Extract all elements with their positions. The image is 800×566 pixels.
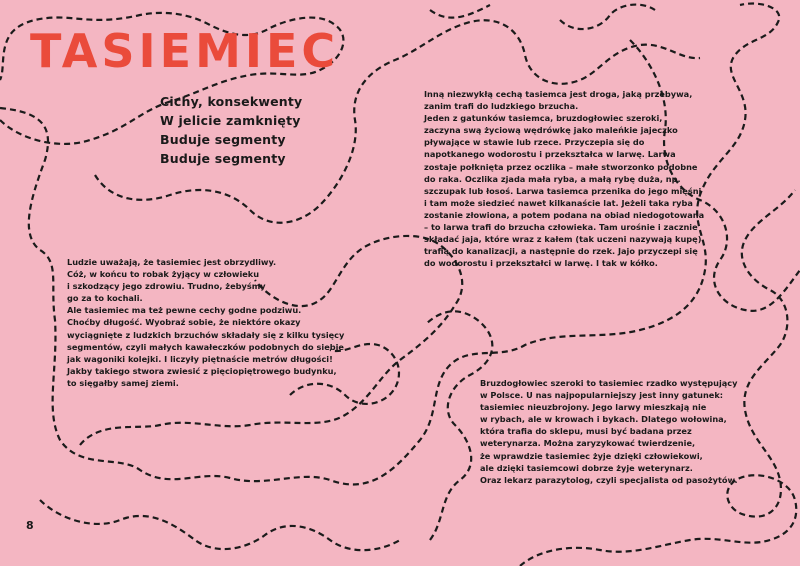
text-line: Choćby długość. Wyobraź sobie, że niektóre okazy [67,317,301,328]
text-line: napotkanego wodorostu i przekształca w larwę. Larwa [424,149,676,160]
left-paragraph [67,256,344,389]
text-line: składać jaja, które wraz z kałem (tak uczeni nazywają kupę) [424,234,702,245]
text-line: pływające w stawie lub rzece. Przyczepia się do [424,137,645,148]
text-line: i szkodzący jego zdrowiu. Trudno, żebyśmy [67,281,266,292]
text-line: że wprawdzie tasiemiec żyje dzięki człowiekowi, [480,450,703,461]
text-line: jak wagoniki kolejki. I liczyły piętnaście metrów długości! [67,353,333,364]
text-line: zostanie złowiona, a potem podana na obiad niedogotowana [424,209,705,220]
text-line: Cóż, w końcu to robak żyjący w człowieku [67,269,260,280]
worm-top-right-small [430,5,655,30]
text-line: Ludzie uważają, że tasiemiec jest obrzydliwy. [67,257,277,267]
text-line: Jeden z gatunków tasiemca, bruzdogłowiec szeroki, [424,113,663,124]
text-line: do wodorostu i przekształci w larwę. I tak w kółko. [424,258,658,269]
page-title: TASIEMIEC [30,24,340,78]
poem-line: Cichy, konsekwenty [160,94,303,109]
text-line: weterynarza. Można zaryzykować twierdzenie, [480,438,696,449]
text-line: ale dzięki tasiemcowi dobrze żyje weterynarz. [480,462,693,473]
worm-bottom-left [40,500,400,550]
text-line: wyciągnięte z ludzkich brzuchów składały się z kilku tysięcy [67,329,345,340]
text-line: do raka. Oczlika zjada mała ryba, a małą rybę duża, np. [424,173,681,184]
text-line: Ale tasiemiec ma też pewne cechy godne podziwu. [67,305,302,316]
text-line: segmentów, czyli małych kawałeczków podobnych do siebie [67,341,344,352]
text-line: tasiemiec nieuzbrojony. Jego larwy mieszkają nie [480,402,707,413]
poem-line: W jelicie zamknięty [160,113,301,128]
text-line: zostaje połknięta przez oczlika – małe stworzonko podobne [424,161,698,172]
text-line: Inną niezwykłą cechą tasiemca jest droga, jaką przebywa, [424,89,693,99]
text-line: w Polsce. U nas najpopularniejszy jest inny gatunek: [480,390,724,401]
poem-line: Buduje segmenty [160,151,286,166]
text-line: zanim trafi do ludzkiego brzucha. [424,101,579,112]
text-line: Bruzdogłowiec szeroki to tasiemiec rzadko występujący [480,378,738,388]
text-line: zaczyna swą życiową wędrówkę jako maleńkie jajeczko [424,125,678,136]
text-line: Oraz lekarz parazytolog, czyli specjalista od pasożytów. [480,474,738,485]
text-line: – to larwa trafi do brzucha człowieka. Tam urośnie i zacznie [424,222,698,233]
right-paragraph-top [424,88,704,269]
text-line: go za to kochali. [67,293,143,304]
text-line: Jakby takiego stwora zwiesić z pięciopiętrowego budynku, [67,365,337,376]
page-number: 8 [26,519,34,532]
text-line: i tam może siedzieć nawet kilkanaście lat. Jeżeli taka ryba [424,197,693,208]
text-line: trafią do kanalizacji, a następnie do rzek. Jajo przyczepi się [424,246,698,257]
text-line: to sięgałby samej ziemi. [67,377,179,388]
text-line: która trafia do sklepu, musi być badana przez [480,426,692,437]
right-paragraph-bottom [480,377,738,486]
text-line: w rybach, ale w krowach i bykach. Dlatego wołowina, [480,414,727,425]
text-line: szczupak lub łosoś. Larwa tasiemca przenika do jego mięśni [424,185,702,196]
poem [160,92,302,168]
poem-line: Buduje segmenty [160,132,286,147]
